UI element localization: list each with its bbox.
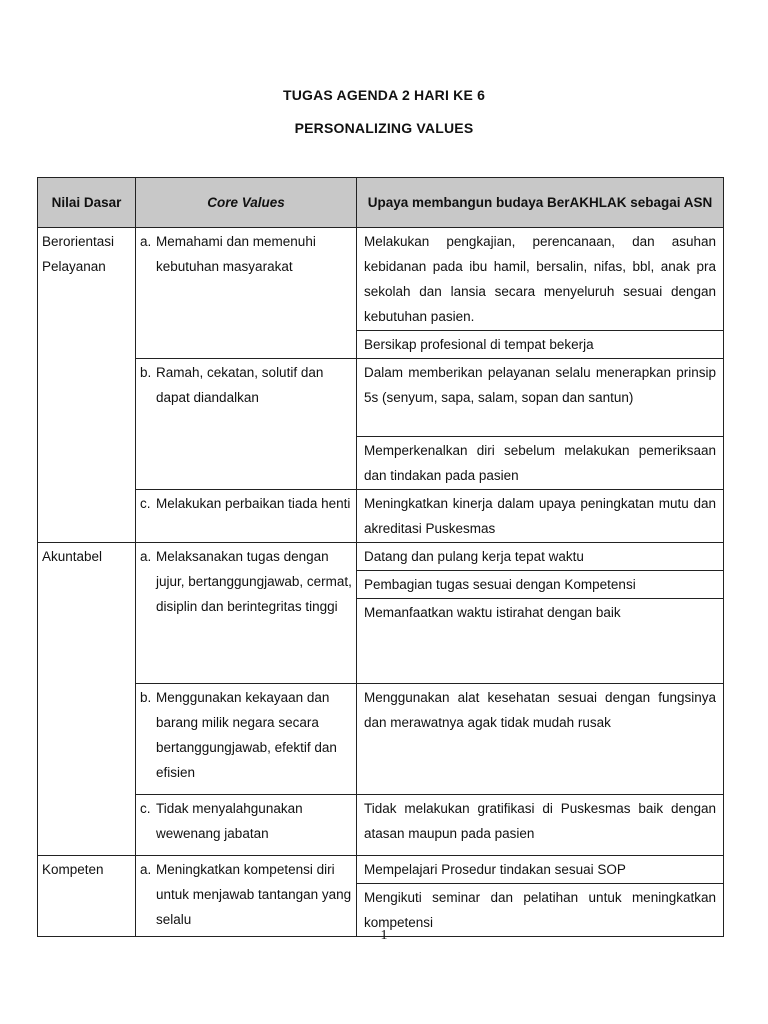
core-value-text: Ramah, cekatan, solutif dan dapat diandalkan — [156, 365, 324, 405]
core-value-text: Memahami dan memenuhi kebutuhan masyarakat — [156, 234, 316, 274]
upaya-cell: Pembagian tugas sesuai dengan Kompetensi — [357, 571, 724, 599]
table-row — [38, 795, 724, 856]
table-row — [38, 359, 724, 437]
table-row — [38, 490, 724, 543]
core-value-text: Melakukan perbaikan tiada henti — [156, 496, 351, 511]
table-row — [38, 228, 724, 331]
nilai-dasar-cell: Akuntabel — [38, 543, 136, 856]
list-marker: b. — [140, 690, 152, 705]
core-value-cell — [136, 359, 357, 490]
header-nilai-dasar: Nilai Dasar — [38, 178, 136, 228]
header-core-values: Core Values — [136, 178, 357, 228]
upaya-cell: Mempelajari Prosedur tindakan sesuai SOP — [357, 856, 724, 884]
values-table — [37, 177, 724, 937]
upaya-cell: Tidak melakukan gratifikasi di Puskesmas baik dengan atasan maupun pada pasien — [357, 795, 724, 856]
upaya-cell: Datang dan pulang kerja tepat waktu — [357, 543, 724, 571]
list-marker: c. — [140, 496, 151, 511]
upaya-cell: Dalam memberikan pelayanan selalu menerapkan prinsip 5s (senyum, sapa, salam, sopan dan santun) — [357, 359, 724, 437]
core-value-cell — [136, 543, 357, 684]
table-header-row — [38, 178, 724, 228]
document-subtitle: PERSONALIZING VALUES — [294, 120, 474, 136]
core-value-cell — [136, 856, 357, 937]
table-row — [38, 684, 724, 795]
table-row — [38, 543, 724, 571]
upaya-cell: Menggunakan alat kesehatan sesuai dengan fungsinya dan merawatnya agak tidak mudah rusak — [357, 684, 724, 795]
table-row — [38, 856, 724, 884]
nilai-dasar-cell: Kompeten — [38, 856, 136, 937]
list-marker: a. — [140, 549, 152, 564]
list-marker: c. — [140, 801, 151, 816]
core-value-text: Melaksanakan tugas dengan jujur, bertanggungjawab, cermat, disiplin dan berintegritas tinggi — [156, 549, 352, 614]
upaya-cell: Memperkenalkan diri sebelum melakukan pemeriksaan dan tindakan pada pasien — [357, 437, 724, 490]
upaya-cell: Meningkatkan kinerja dalam upaya peningkatan mutu dan akreditasi Puskesmas — [357, 490, 724, 543]
document-title: TUGAS AGENDA 2 HARI KE 6 — [282, 87, 486, 103]
core-value-text: Meningkatkan kompetensi diri untuk menjawab tantangan yang selalu — [156, 862, 352, 927]
upaya-cell: Bersikap profesional di tempat bekerja — [357, 331, 724, 359]
list-marker: a. — [140, 234, 152, 249]
list-marker: b. — [140, 365, 152, 380]
core-value-cell — [136, 490, 357, 543]
upaya-cell: Melakukan pengkajian, perencanaan, dan asuhan kebidanan pada ibu hamil, bersalin, nifas, bbl, anak pra sekolah dan lansia secara menyeluruh sesuai dengan kebutuhan pasien. — [357, 228, 724, 331]
nilai-dasar-cell: Berorientasi Pelayanan — [38, 228, 136, 543]
upaya-cell: Mengikuti seminar dan pelatihan untuk meningkatkan kompetensi — [357, 884, 724, 937]
header-upaya: Upaya membangun budaya BerAKHLAK sebagai ASN — [357, 178, 724, 228]
upaya-cell: Memanfaatkan waktu istirahat dengan baik — [357, 599, 724, 684]
list-marker: a. — [140, 862, 152, 877]
core-value-cell — [136, 795, 357, 856]
core-value-text: Menggunakan kekayaan dan barang milik negara secara bertanggungjawab, efektif dan efisien — [156, 690, 337, 780]
core-value-cell — [136, 228, 357, 359]
core-value-cell — [136, 684, 357, 795]
core-value-text: Tidak menyalahgunakan wewenang jabatan — [156, 801, 303, 841]
page-number: 1 — [380, 928, 388, 943]
